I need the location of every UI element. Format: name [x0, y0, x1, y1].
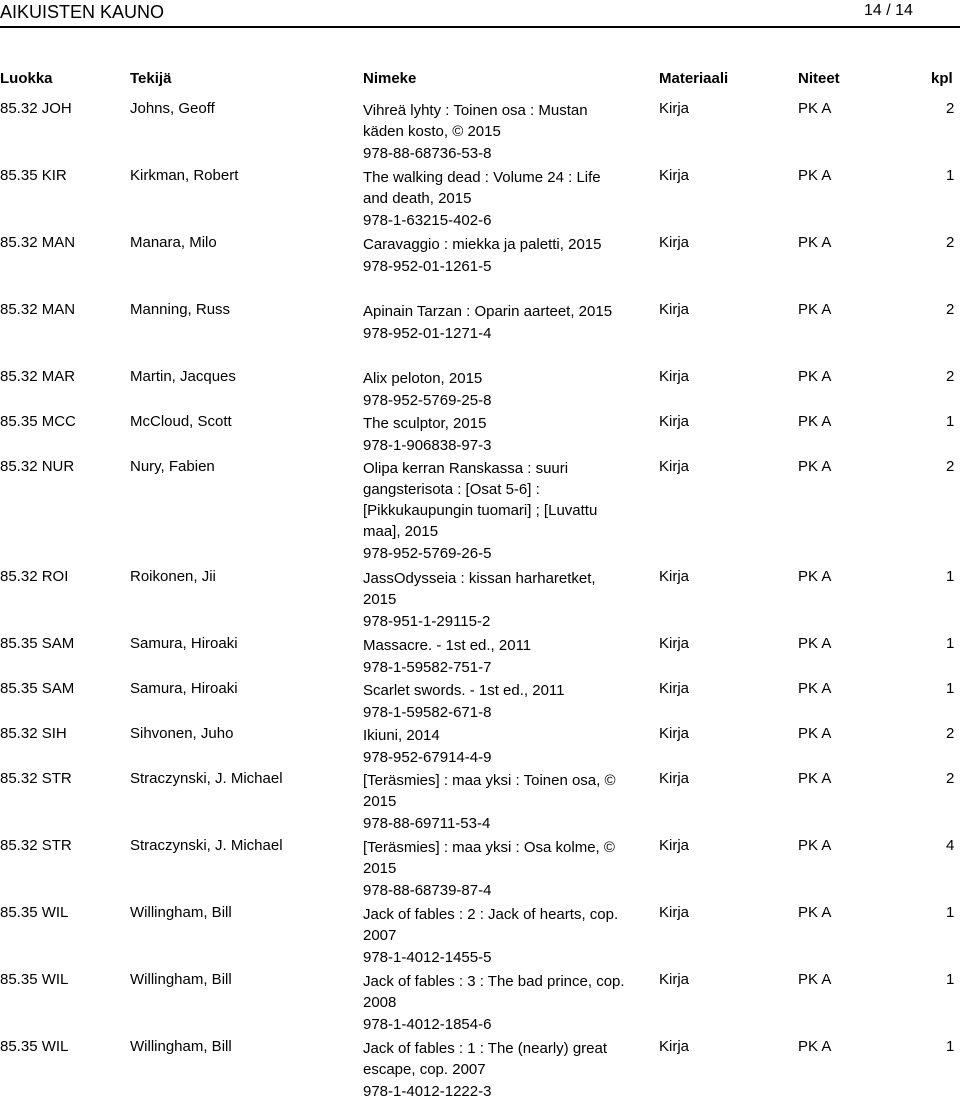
cell-tekija: Straczynski, J. Michael — [130, 837, 283, 854]
cell-tekija: Samura, Hiroaki — [130, 680, 238, 697]
cell-kpl: 1 — [946, 635, 955, 652]
item-title: [Teräsmies] : maa yksi : Osa kolme, © 2015 — [363, 839, 615, 877]
item-isbn: 978-1-4012-1854-6 — [363, 1016, 492, 1033]
cell-kpl: 2 — [946, 100, 955, 117]
item-title: Jack of fables : 1 : The (nearly) great escape, cop. 2007 — [363, 1040, 608, 1078]
document-header — [0, 0, 960, 26]
cell-luokka: 85.32 NUR — [0, 458, 75, 475]
catalog-list — [0, 100, 960, 1105]
cell-luokka: 85.35 WIL — [0, 904, 69, 921]
cell-nimeke — [363, 680, 628, 723]
cell-luokka: 85.32 MAR — [0, 368, 76, 385]
cell-tekija: Willingham, Bill — [130, 904, 232, 921]
column-header-kpl: kpl — [931, 70, 953, 87]
cell-nimeke — [363, 413, 628, 456]
cell-tekija: Roikonen, Jii — [130, 568, 216, 585]
item-title: Massacre. - 1st ed., 2011 — [363, 637, 532, 654]
item-isbn: 978-952-01-1261-5 — [363, 258, 492, 275]
cell-tekija: Kirkman, Robert — [130, 167, 239, 184]
cell-luokka: 85.35 WIL — [0, 971, 69, 988]
cell-luokka: 85.35 SAM — [0, 680, 75, 697]
cell-niteet: PK A — [798, 635, 832, 652]
cell-nimeke — [363, 458, 628, 564]
column-headers — [0, 70, 960, 90]
cell-luokka: 85.32 JOH — [0, 100, 72, 117]
cell-tekija: Manara, Milo — [130, 234, 217, 251]
table-row — [0, 904, 960, 971]
cell-materiaali: Kirja — [659, 635, 690, 652]
item-isbn: 978-952-01-1271-4 — [363, 325, 492, 342]
table-row — [0, 971, 960, 1038]
cell-niteet: PK A — [798, 234, 832, 251]
cell-materiaali: Kirja — [659, 971, 690, 988]
item-isbn: 978-88-69711-53-4 — [363, 815, 491, 832]
table-row — [0, 837, 960, 904]
table-row — [0, 458, 960, 568]
item-title: Alix peloton, 2015 — [363, 370, 483, 387]
table-row — [0, 1038, 960, 1105]
item-title: Jack of fables : 3 : The bad prince, cop. 2008 — [363, 973, 625, 1011]
cell-luokka: 85.32 STR — [0, 837, 72, 854]
cell-materiaali: Kirja — [659, 1038, 690, 1055]
table-row — [0, 368, 960, 413]
cell-kpl: 2 — [946, 234, 955, 251]
table-row — [0, 234, 960, 301]
cell-nimeke — [363, 234, 628, 277]
cell-nimeke — [363, 1038, 628, 1102]
cell-materiaali: Kirja — [659, 234, 690, 251]
cell-tekija: Sihvonen, Juho — [130, 725, 234, 742]
table-row — [0, 100, 960, 167]
cell-luokka: 85.35 WIL — [0, 1038, 69, 1055]
cell-nimeke — [363, 167, 628, 231]
column-header-materiaali: Materiaali — [659, 70, 729, 87]
item-title: Ikiuni, 2014 — [363, 727, 440, 744]
cell-tekija: Manning, Russ — [130, 301, 231, 318]
cell-kpl: 1 — [946, 568, 955, 585]
item-title: Scarlet swords. - 1st ed., 2011 — [363, 682, 565, 699]
cell-kpl: 1 — [946, 680, 955, 697]
cell-kpl: 1 — [946, 904, 955, 921]
cell-kpl: 2 — [946, 458, 955, 475]
item-title: Caravaggio : miekka ja paletti, 2015 — [363, 236, 602, 253]
cell-tekija: Straczynski, J. Michael — [130, 770, 283, 787]
column-header-nimeke: Nimeke — [363, 70, 417, 87]
cell-nimeke — [363, 301, 628, 344]
item-isbn: 978-88-68736-53-8 — [363, 145, 492, 162]
table-row — [0, 635, 960, 680]
item-isbn: 978-1-4012-1222-3 — [363, 1083, 492, 1100]
cell-materiaali: Kirja — [659, 167, 690, 184]
item-title: JassOdysseia : kissan harharetket, 2015 — [363, 570, 596, 608]
item-title: [Teräsmies] : maa yksi : Toinen osa, © 2015 — [363, 772, 616, 810]
cell-luokka: 85.32 ROI — [0, 568, 69, 585]
cell-materiaali: Kirja — [659, 568, 690, 585]
cell-niteet: PK A — [798, 770, 832, 787]
cell-kpl: 2 — [946, 368, 955, 385]
cell-niteet: PK A — [798, 568, 832, 585]
column-header-niteet: Niteet — [798, 70, 840, 87]
item-isbn: 978-1-59582-751-7 — [363, 659, 492, 676]
cell-tekija: Willingham, Bill — [130, 1038, 232, 1055]
cell-luokka: 85.32 STR — [0, 770, 72, 787]
table-row — [0, 725, 960, 770]
cell-luokka: 85.32 MAN — [0, 234, 76, 251]
cell-nimeke — [363, 770, 628, 834]
cell-niteet: PK A — [798, 1038, 832, 1055]
item-title: Vihreä lyhty : Toinen osa : Mustan käden kosto, © 2015 — [363, 102, 588, 140]
cell-tekija: Samura, Hiroaki — [130, 635, 238, 652]
table-row — [0, 167, 960, 234]
cell-niteet: PK A — [798, 458, 832, 475]
item-isbn: 978-88-68739-87-4 — [363, 882, 492, 899]
cell-nimeke — [363, 635, 628, 678]
cell-luokka: 85.35 SAM — [0, 635, 75, 652]
cell-luokka: 85.35 MCC — [0, 413, 76, 430]
cell-materiaali: Kirja — [659, 680, 690, 697]
item-isbn: 978-951-1-29115-2 — [363, 613, 491, 630]
column-header-tekija: Tekijä — [130, 70, 172, 87]
cell-materiaali: Kirja — [659, 458, 690, 475]
cell-luokka: 85.35 KIR — [0, 167, 67, 184]
item-isbn: 978-1-59582-671-8 — [363, 704, 492, 721]
cell-luokka: 85.32 MAN — [0, 301, 76, 318]
cell-nimeke — [363, 904, 628, 968]
cell-materiaali: Kirja — [659, 770, 690, 787]
cell-materiaali: Kirja — [659, 100, 690, 117]
cell-tekija: Martin, Jacques — [130, 368, 236, 385]
item-isbn: 978-1-4012-1455-5 — [363, 949, 492, 966]
cell-nimeke — [363, 100, 628, 164]
cell-kpl: 1 — [946, 413, 955, 430]
cell-kpl: 2 — [946, 725, 955, 742]
cell-niteet: PK A — [798, 413, 832, 430]
cell-niteet: PK A — [798, 971, 832, 988]
item-isbn: 978-1-906838-97-3 — [363, 437, 492, 454]
cell-nimeke — [363, 725, 628, 768]
table-row — [0, 413, 960, 458]
item-isbn: 978-952-5769-26-5 — [363, 545, 492, 562]
cell-kpl: 1 — [946, 167, 955, 184]
cell-niteet: PK A — [798, 167, 832, 184]
item-title: Apinain Tarzan : Oparin aarteet, 2015 — [363, 303, 613, 320]
item-isbn: 978-952-67914-4-9 — [363, 749, 492, 766]
cell-niteet: PK A — [798, 301, 832, 318]
cell-kpl: 1 — [946, 1038, 955, 1055]
page-number: 14 / 14 — [864, 2, 913, 19]
item-isbn: 978-1-63215-402-6 — [363, 212, 492, 229]
cell-nimeke — [363, 971, 628, 1035]
header-divider — [0, 26, 960, 28]
cell-luokka: 85.32 SIH — [0, 725, 67, 742]
item-title: The walking dead : Volume 24 : Life and death, 2015 — [363, 169, 601, 207]
item-isbn: 978-952-5769-25-8 — [363, 392, 492, 409]
cell-tekija: Johns, Geoff — [130, 100, 215, 117]
cell-materiaali: Kirja — [659, 837, 690, 854]
cell-niteet: PK A — [798, 368, 832, 385]
cell-kpl: 1 — [946, 971, 955, 988]
cell-tekija: McCloud, Scott — [130, 413, 232, 430]
column-header-luokka: Luokka — [0, 70, 53, 87]
cell-niteet: PK A — [798, 725, 832, 742]
cell-niteet: PK A — [798, 837, 832, 854]
cell-materiaali: Kirja — [659, 725, 690, 742]
cell-nimeke — [363, 837, 628, 901]
table-row — [0, 680, 960, 725]
cell-niteet: PK A — [798, 100, 832, 117]
document-title: AIKUISTEN KAUNO — [0, 2, 165, 22]
cell-materiaali: Kirja — [659, 904, 690, 921]
cell-kpl: 2 — [946, 301, 955, 318]
cell-tekija: Nury, Fabien — [130, 458, 215, 475]
cell-tekija: Willingham, Bill — [130, 971, 232, 988]
table-row — [0, 301, 960, 368]
cell-materiaali: Kirja — [659, 413, 690, 430]
item-title: Jack of fables : 2 : Jack of hearts, cop. 2007 — [363, 906, 619, 944]
item-title: The sculptor, 2015 — [363, 415, 487, 432]
table-row — [0, 770, 960, 837]
table-row — [0, 568, 960, 635]
cell-nimeke — [363, 368, 628, 411]
item-title: Olipa kerran Ranskassa : suuri gangsterisota : [Osat 5-6] : [Pikkukaupungin tuomari] ; [Luvattu maa], 2015 — [363, 460, 598, 540]
cell-kpl: 4 — [946, 837, 955, 854]
cell-niteet: PK A — [798, 680, 832, 697]
cell-niteet: PK A — [798, 904, 832, 921]
cell-materiaali: Kirja — [659, 301, 690, 318]
cell-kpl: 2 — [946, 770, 955, 787]
cell-materiaali: Kirja — [659, 368, 690, 385]
cell-nimeke — [363, 568, 628, 632]
